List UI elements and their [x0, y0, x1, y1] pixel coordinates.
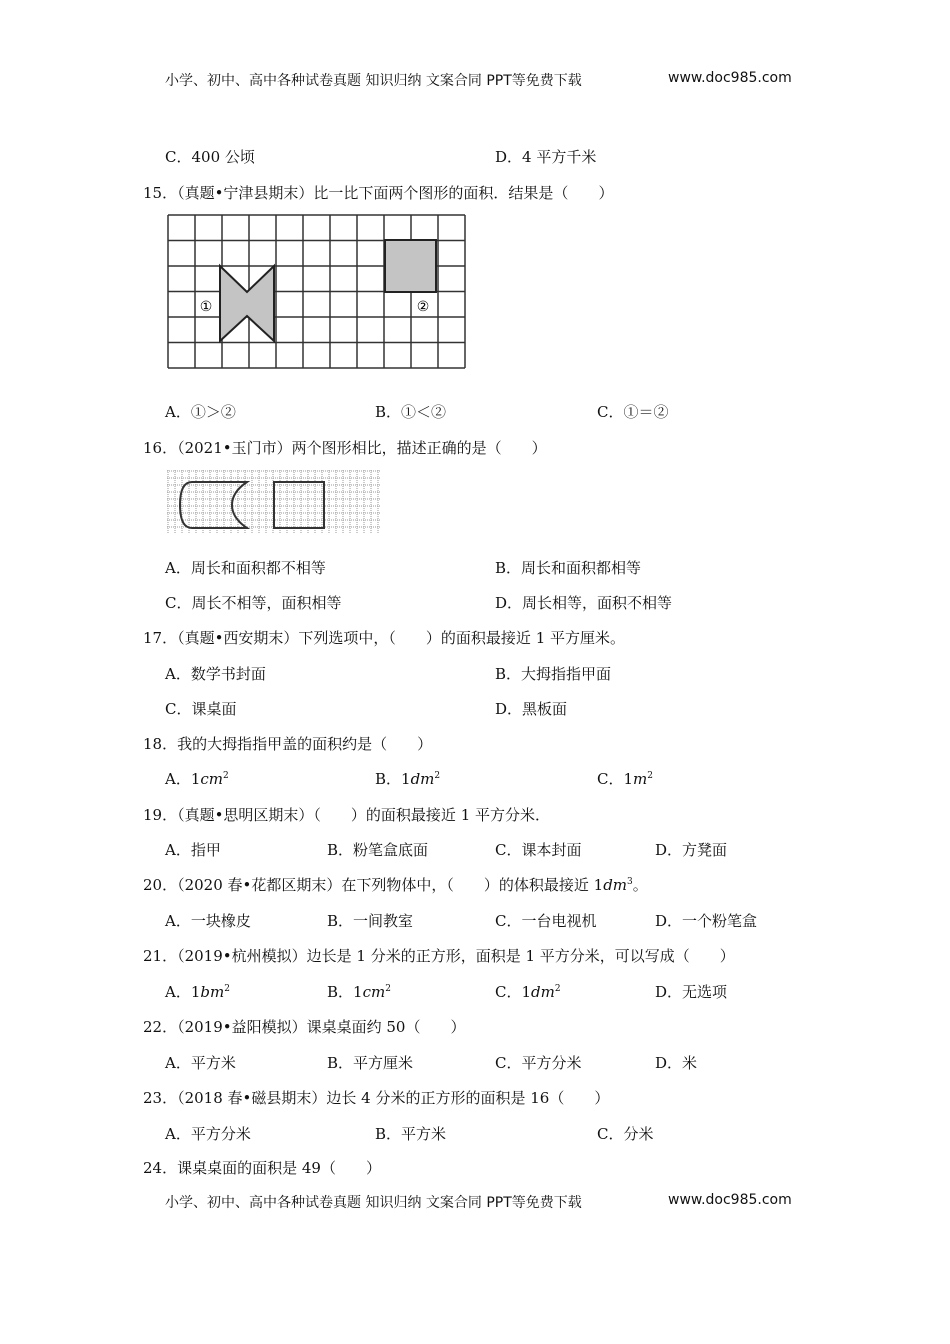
- option: D．黑板面: [495, 700, 568, 718]
- option: C．①＝②: [597, 403, 669, 421]
- question-stem: 18．我的大拇指指甲盖的面积约是（ ）: [143, 735, 433, 753]
- dotted-grid-figure: [167, 470, 381, 534]
- option: B．平方米: [375, 1125, 447, 1143]
- option: B．一间教室: [327, 912, 414, 930]
- footer-site: www.doc985.com: [668, 1192, 792, 1208]
- option: C．周长不相等，面积相等: [165, 594, 342, 612]
- option: D．无选项: [655, 983, 728, 1001]
- option: C．平方分米: [495, 1054, 582, 1072]
- option: D．4 平方千米: [495, 148, 597, 166]
- label-1: ①: [199, 299, 213, 315]
- question-stem: 19．（真题•思明区期末）（ ）的面积最接近 1 平方分米．: [143, 806, 551, 824]
- label-2: ②: [416, 299, 430, 315]
- option: A．周长和面积都不相等: [165, 559, 326, 577]
- question-stem: 23．（2018 春•磁县期末）边长 4 分米的正方形的面积是 16（ ）: [143, 1089, 610, 1107]
- question-stem: 24．课桌桌面的面积是 49（ ）: [143, 1159, 381, 1177]
- grid-figure: [166, 213, 468, 371]
- option: D．周长相等，面积不相等: [495, 594, 673, 612]
- option: C．400 公顷: [165, 148, 255, 166]
- question-stem: 20．（2020 春•花都区期末）在下列物体中，（ ）的体积最接近 $1dm^3$。: [143, 876, 648, 894]
- option: C．一台电视机: [495, 912, 597, 930]
- footer-text: 小学、初中、高中各种试卷真题 知识归纳 文案合同 PPT等免费下载: [165, 1195, 582, 1211]
- option: A．指甲: [165, 841, 221, 859]
- option: C．$1m^2$: [597, 770, 653, 788]
- header-text: 小学、初中、高中各种试卷真题 知识归纳 文案合同 PPT等免费下载: [165, 73, 582, 89]
- option: C．课本封面: [495, 841, 582, 859]
- option: A．平方分米: [165, 1125, 251, 1143]
- option: D．米: [655, 1054, 698, 1072]
- option: B．平方厘米: [327, 1054, 414, 1072]
- option: C．分米: [597, 1125, 654, 1143]
- option: A．$1cm^2$: [165, 770, 229, 788]
- question-stem: 16．（2021•玉门市）两个图形相比，描述正确的是（ ）: [143, 439, 547, 457]
- option: A．①＞②: [165, 403, 236, 421]
- option: A．平方米: [165, 1054, 236, 1072]
- question-stem: 15．（真题•宁津县期末）比一比下面两个图形的面积．结果是（ ）: [143, 184, 614, 202]
- option: A．数学书封面: [165, 665, 266, 683]
- option: A．一块橡皮: [165, 912, 251, 930]
- question-stem: 17．（真题•西安期末）下列选项中，（ ）的面积最接近 1 平方厘米。: [143, 629, 626, 647]
- option: C．课桌面: [165, 700, 237, 718]
- question-stem: 22．（2019•益阳模拟）课桌桌面约 50（ ）: [143, 1018, 466, 1036]
- shape-1: [220, 266, 274, 341]
- option: D．方凳面: [655, 841, 728, 859]
- option: D．一个粉笔盒: [655, 912, 758, 930]
- question-stem: 21．（2019•杭州模拟）边长是 1 分米的正方形，面积是 1 平方分米，可以写成（ ）: [143, 947, 735, 965]
- option: C．$1dm^2$: [495, 983, 561, 1001]
- option: B．$1cm^2$: [327, 983, 391, 1001]
- shape-2: [385, 240, 436, 292]
- option: A．$1bm^2$: [165, 983, 230, 1001]
- option: B．①＜②: [375, 403, 447, 421]
- option: B．周长和面积都相等: [495, 559, 642, 577]
- option: B．大拇指指甲面: [495, 665, 612, 683]
- option: B．$1dm^2$: [375, 770, 441, 788]
- header-site: www.doc985.com: [668, 70, 792, 86]
- option: B．粉笔盒底面: [327, 841, 429, 859]
